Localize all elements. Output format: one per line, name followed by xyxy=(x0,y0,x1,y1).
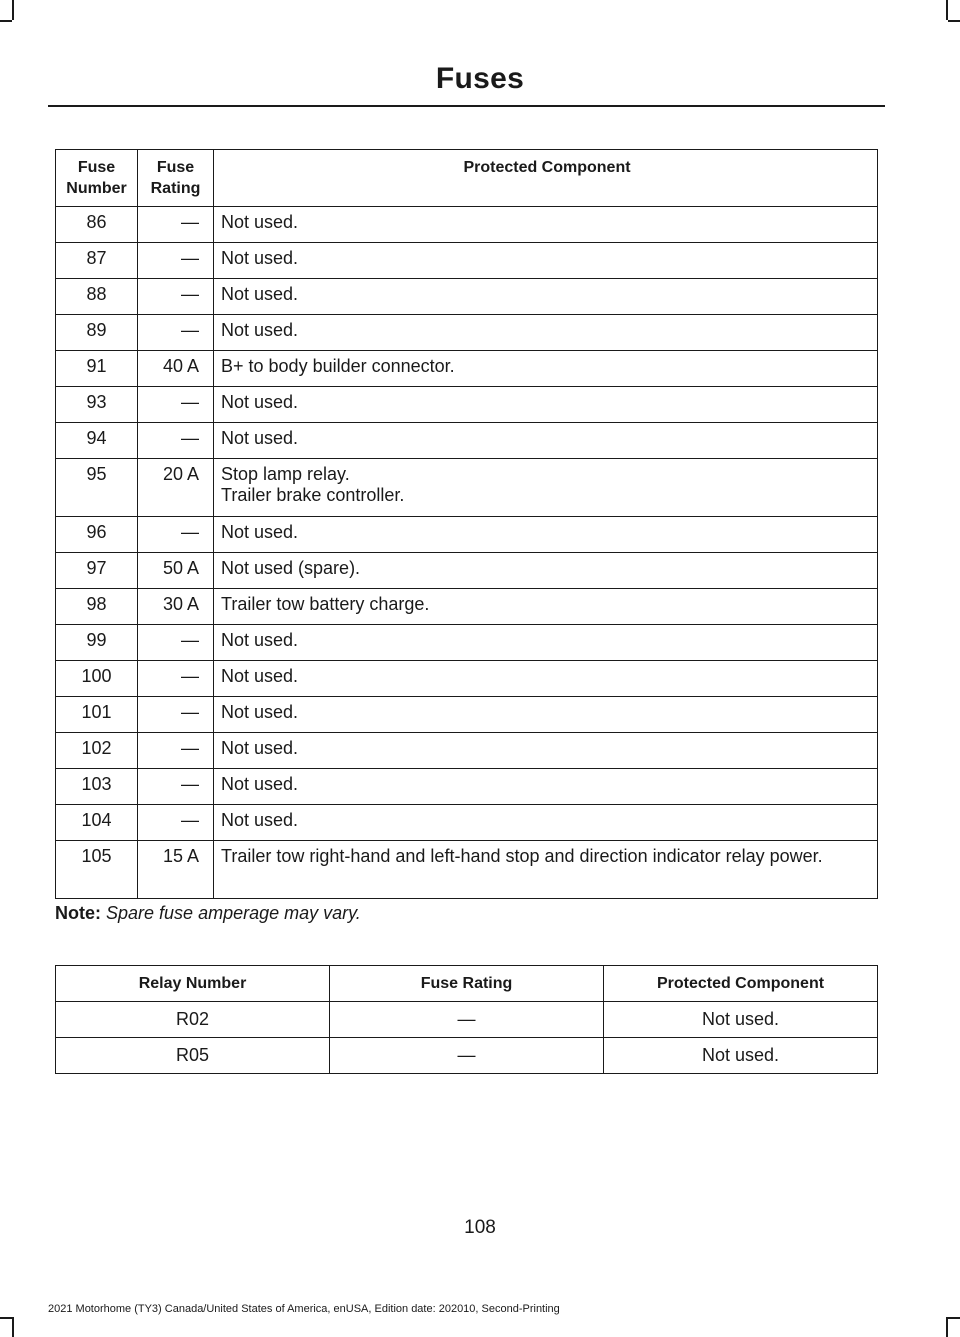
relay-number-cell: R02 xyxy=(56,1002,330,1038)
fuse-rating-cell: — xyxy=(138,661,214,697)
fuse-number-cell: 100 xyxy=(56,661,138,697)
fuse-table-body xyxy=(56,207,878,899)
table-row xyxy=(56,1002,878,1038)
table-row xyxy=(56,1038,878,1074)
crop-mark xyxy=(12,0,14,20)
protected-component-cell: Not used. xyxy=(604,1038,878,1074)
fuse-rating-cell: — xyxy=(138,207,214,243)
fuse-number-cell: 93 xyxy=(56,387,138,423)
crop-mark xyxy=(948,20,960,22)
protected-component-cell xyxy=(214,625,878,661)
table-row xyxy=(56,805,878,841)
table-row xyxy=(56,553,878,589)
page-number: 108 xyxy=(464,1217,496,1238)
component-line: Not used. xyxy=(221,212,299,232)
table-row xyxy=(56,459,878,517)
fuse-rating-cell: — xyxy=(138,625,214,661)
fuse-number-cell: 88 xyxy=(56,279,138,315)
fuse-rating-cell: — xyxy=(138,387,214,423)
crop-mark xyxy=(12,1317,14,1337)
fuse-rating-cell: — xyxy=(330,1038,604,1074)
fuse-number-cell: 99 xyxy=(56,625,138,661)
table-row xyxy=(56,243,878,279)
fuse-rating-cell: — xyxy=(138,423,214,459)
fuse-rating-cell: — xyxy=(138,733,214,769)
component-line: Stop lamp relay. xyxy=(221,464,350,484)
fuse-rating-cell: — xyxy=(138,243,214,279)
crop-mark xyxy=(946,1317,948,1337)
table-row xyxy=(56,423,878,459)
header-fuse-number: Fuse Number xyxy=(56,150,138,207)
fuse-number-cell: 87 xyxy=(56,243,138,279)
protected-component-cell xyxy=(214,279,878,315)
table-row xyxy=(56,661,878,697)
header-protected-component: Protected Component xyxy=(214,150,878,207)
protected-component-cell xyxy=(214,553,878,589)
header-fuse-rating: Fuse Rating xyxy=(330,966,604,1002)
table-row xyxy=(56,279,878,315)
protected-component-cell xyxy=(214,733,878,769)
fuse-number-cell: 95 xyxy=(56,459,138,517)
fuse-rating-cell: 20 A xyxy=(138,459,214,517)
protected-component-cell xyxy=(214,207,878,243)
relay-table-body xyxy=(56,1002,878,1074)
relay-table-header-row xyxy=(56,966,878,1002)
fuse-number-cell: 97 xyxy=(56,553,138,589)
header-protected-component: Protected Component xyxy=(604,966,878,1002)
component-line: Not used. xyxy=(221,738,299,758)
fuse-number-cell: 103 xyxy=(56,769,138,805)
fuse-rating-cell: — xyxy=(138,805,214,841)
component-line: Trailer tow right-hand and left-hand stop and direction indicator relay power. xyxy=(221,846,823,866)
component-line: Not used. xyxy=(221,428,299,448)
protected-component-cell xyxy=(214,661,878,697)
crop-mark xyxy=(0,1317,12,1319)
note xyxy=(55,903,361,924)
table-row xyxy=(56,207,878,243)
fuse-number-cell: 86 xyxy=(56,207,138,243)
note-text: Spare fuse amperage may vary. xyxy=(106,903,361,923)
fuse-number-cell: 94 xyxy=(56,423,138,459)
crop-mark xyxy=(946,0,948,20)
relay-number-cell: R05 xyxy=(56,1038,330,1074)
table-row xyxy=(56,517,878,553)
crop-mark xyxy=(948,1317,960,1319)
component-line: Trailer brake controller. xyxy=(221,485,405,505)
protected-component-cell: Not used. xyxy=(604,1002,878,1038)
fuse-number-cell: 91 xyxy=(56,351,138,387)
fuse-number-cell: 104 xyxy=(56,805,138,841)
relay-table xyxy=(55,965,878,1074)
component-line: Not used. xyxy=(221,284,299,304)
table-row xyxy=(56,769,878,805)
fuse-rating-cell: 50 A xyxy=(138,553,214,589)
fuse-rating-cell: — xyxy=(138,697,214,733)
header-fuse-rating: Fuse Rating xyxy=(138,150,214,207)
fuse-rating-cell: 30 A xyxy=(138,589,214,625)
table-row xyxy=(56,387,878,423)
table-row xyxy=(56,351,878,387)
fuse-number-cell: 102 xyxy=(56,733,138,769)
footer-text: 2021 Motorhome (TY3) Canada/United States of America, enUSA, Edition date: 202010, Second-Printing xyxy=(48,1303,560,1315)
component-line: B+ to body builder connector. xyxy=(221,356,455,376)
protected-component-cell xyxy=(214,841,878,899)
fuse-number-cell: 96 xyxy=(56,517,138,553)
fuse-rating-cell: — xyxy=(138,517,214,553)
component-line: Trailer tow battery charge. xyxy=(221,594,430,614)
component-line: Not used. xyxy=(221,392,299,412)
component-line: Not used. xyxy=(221,248,299,268)
fuse-number-cell: 89 xyxy=(56,315,138,351)
protected-component-cell xyxy=(214,517,878,553)
protected-component-cell xyxy=(214,805,878,841)
protected-component-cell xyxy=(214,769,878,805)
fuse-number-cell: 105 xyxy=(56,841,138,899)
protected-component-cell xyxy=(214,423,878,459)
table-row xyxy=(56,589,878,625)
component-line: Not used. xyxy=(221,630,299,650)
fuse-table xyxy=(55,149,878,899)
fuse-rating-cell: — xyxy=(330,1002,604,1038)
fuse-rating-cell: 40 A xyxy=(138,351,214,387)
component-line: Not used. xyxy=(221,320,299,340)
fuse-number-cell: 98 xyxy=(56,589,138,625)
protected-component-cell xyxy=(214,459,878,517)
table-row xyxy=(56,733,878,769)
component-line: Not used. xyxy=(221,810,299,830)
header-divider xyxy=(48,105,885,107)
header-relay-number: Relay Number xyxy=(56,966,330,1002)
protected-component-cell xyxy=(214,697,878,733)
page-title: Fuses xyxy=(435,62,525,95)
fuse-rating-cell: — xyxy=(138,279,214,315)
fuse-rating-cell: 15 A xyxy=(138,841,214,899)
protected-component-cell xyxy=(214,351,878,387)
fuse-rating-cell: — xyxy=(138,315,214,351)
component-line: Not used. xyxy=(221,666,299,686)
protected-component-cell xyxy=(214,589,878,625)
fuse-table-header-row xyxy=(56,150,878,207)
component-line: Not used. xyxy=(221,774,299,794)
protected-component-cell xyxy=(214,243,878,279)
table-row xyxy=(56,625,878,661)
protected-component-cell xyxy=(214,387,878,423)
note-label: Note: xyxy=(55,903,101,923)
table-row xyxy=(56,697,878,733)
fuse-rating-cell: — xyxy=(138,769,214,805)
component-line: Not used (spare). xyxy=(221,558,361,578)
table-row xyxy=(56,841,878,899)
protected-component-cell xyxy=(214,315,878,351)
table-row xyxy=(56,315,878,351)
component-line: Not used. xyxy=(221,702,299,722)
fuse-number-cell: 101 xyxy=(56,697,138,733)
component-line: Not used. xyxy=(221,522,299,542)
crop-mark xyxy=(0,20,12,22)
